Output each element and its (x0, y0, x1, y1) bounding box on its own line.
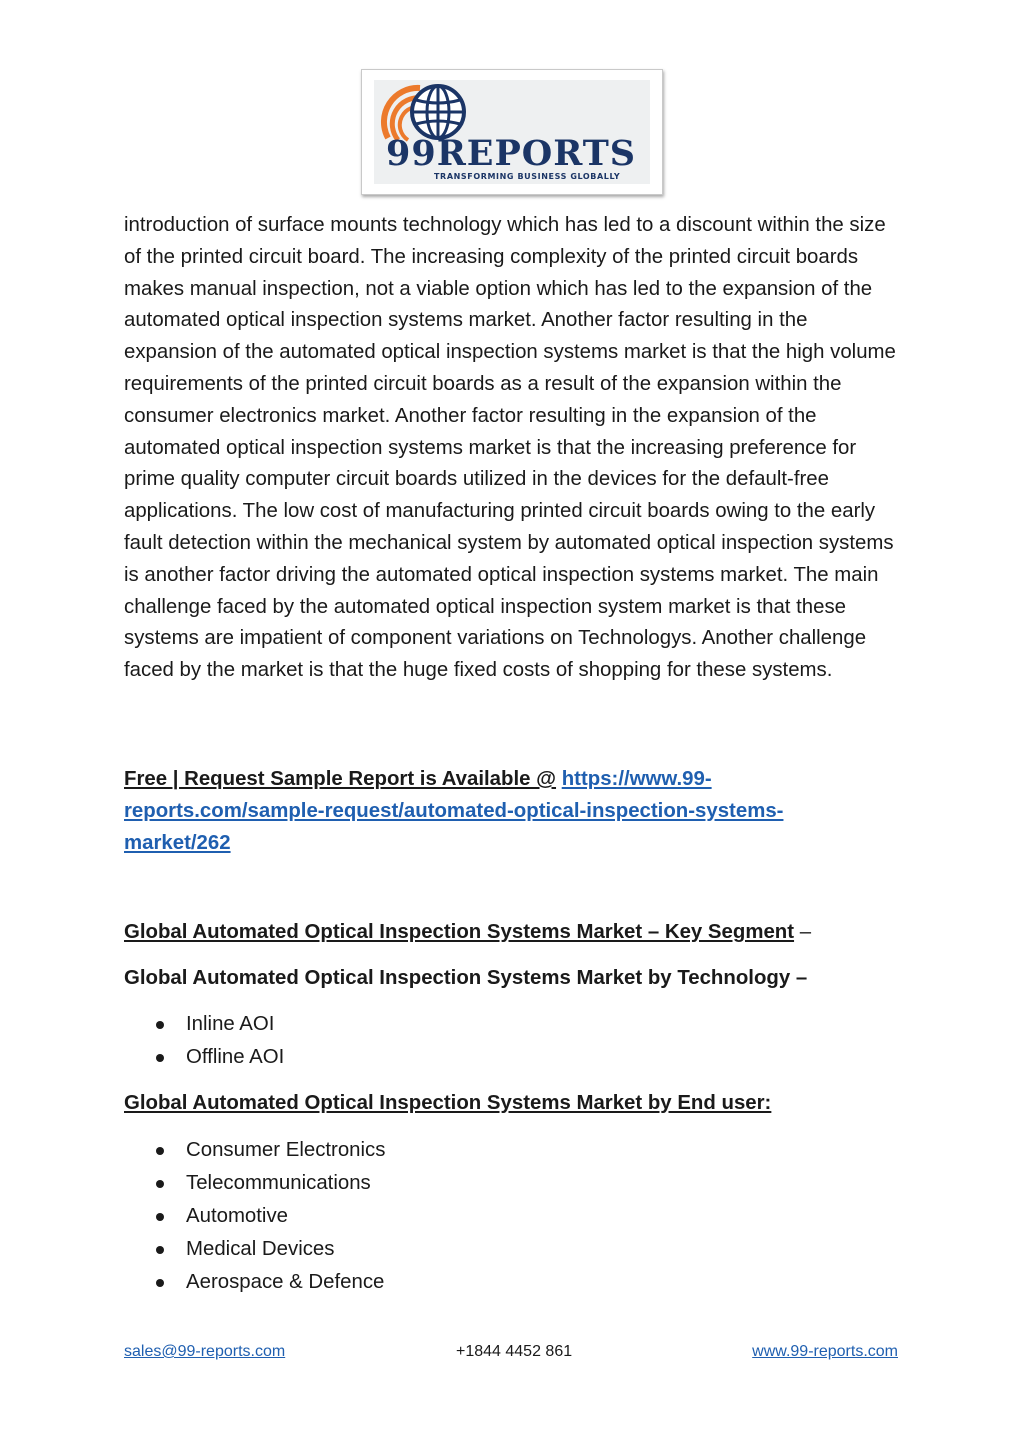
key-segment-dash: – (799, 921, 812, 943)
logo (374, 80, 650, 184)
logo-wordmark: 99REPORTS (386, 133, 637, 174)
list-item: Inline AOI (124, 1008, 284, 1041)
bullet-icon (156, 1021, 164, 1029)
bullet-icon (156, 1279, 164, 1287)
technology-heading: Global Automated Optical Inspection Systems Market by Technology – (124, 967, 808, 989)
list-item: Telecommunications (124, 1167, 385, 1200)
key-segment-title: Global Automated Optical Inspection Systems Market – Key Segment (124, 921, 795, 943)
technology-list (124, 1008, 284, 1074)
end-user-heading: Global Automated Optical Inspection Systems Market by End user: (124, 1092, 772, 1114)
list-item: Offline AOI (124, 1041, 284, 1074)
bullet-icon (156, 1213, 164, 1221)
key-segment-heading (124, 917, 811, 947)
bullet-icon (156, 1147, 164, 1155)
footer-email-link[interactable]: sales@99-reports.com (124, 1343, 286, 1360)
logo-tagline: TRANSFORMING BUSINESS GLOBALLY (434, 172, 621, 181)
sample-request (124, 763, 884, 859)
body-paragraph: introduction of surface mounts technology which has led to a discount within the size of the printed circuit board. The increasing complexity of the printed circuit boards makes manual inspection, not a viable option which has led to the expansion of the automated optical inspection systems market. Another factor resulting in the expansion of the automated optical inspection systems market is that the high volume requirements of the printed circuit boards as a result of the expansion within the consumer electronics market. Another factor resulting in the expansion of the automated optical inspection systems market is that the increasing preference for prime quality computer circuit boards utilized in the devices for the default-free applications. The low cost of manufacturing printed circuit boards owing to the early fault detection within the mechanical system by automated optical inspection systems is another factor driving the automated optical inspection systems market. The main challenge faced by the automated optical inspection system market is that these systems are impatient of component variations on Technologys. Another challenge faced by the market is that the huge fixed costs of shopping for these systems. (124, 214, 896, 682)
bullet-icon (156, 1246, 164, 1254)
list-item: Aerospace & Defence (124, 1266, 385, 1299)
logo-frame (361, 69, 663, 195)
footer-website-link[interactable]: www.99-reports.com (752, 1343, 898, 1360)
end-user-list (124, 1134, 385, 1299)
footer (124, 1340, 898, 1364)
sample-request-label: Free | Request Sample Report is Available @ (124, 768, 557, 790)
bullet-icon (156, 1180, 164, 1188)
list-item: Medical Devices (124, 1233, 385, 1266)
footer-phone: +1844 4452 861 (456, 1343, 573, 1360)
list-item: Consumer Electronics (124, 1134, 385, 1167)
bullet-icon (156, 1054, 164, 1062)
sample-request-link[interactable]: https://www.99-reports.com/sample-request/automated-optical-inspection-systems-market/262 (124, 768, 784, 854)
list-item: Automotive (124, 1200, 385, 1233)
